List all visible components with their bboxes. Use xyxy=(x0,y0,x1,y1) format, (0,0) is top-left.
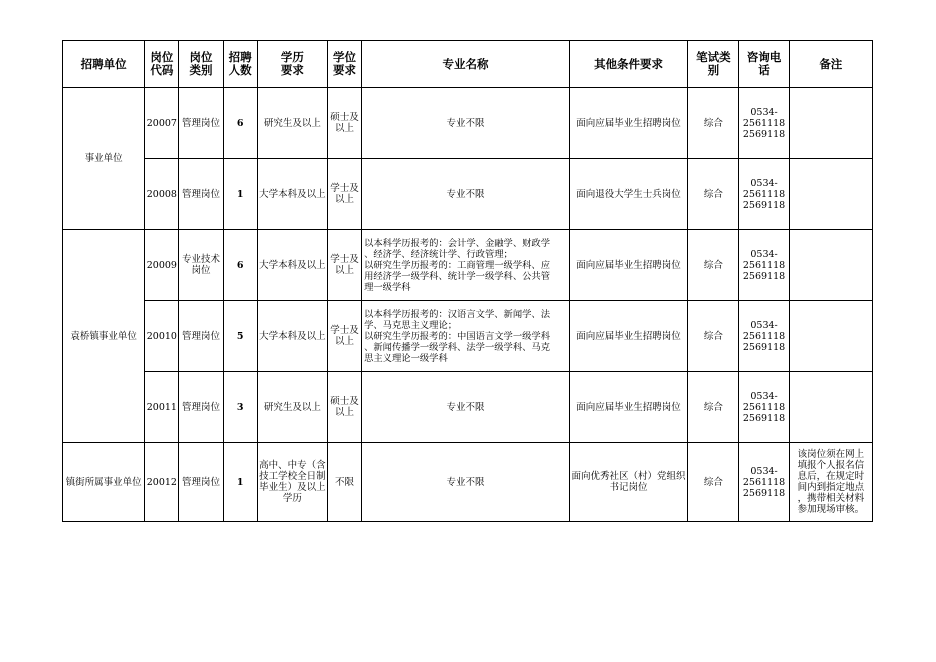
major-cell: 专业不限 xyxy=(362,159,570,230)
remark-cell xyxy=(789,230,872,301)
phone-cell: 0534- 2561118 2569118 xyxy=(739,230,789,301)
conditions-cell: 面向退役大学生士兵岗位 xyxy=(569,159,687,230)
header-row xyxy=(63,41,873,88)
post-code-cell: 20010 xyxy=(145,301,179,372)
exam-type-cell: 综合 xyxy=(688,230,739,301)
conditions-cell: 面向应届毕业生招聘岗位 xyxy=(569,372,687,443)
exam-type-cell: 综合 xyxy=(688,88,739,159)
header-conditions: 其他条件要求 xyxy=(569,41,687,88)
remark-cell xyxy=(789,159,872,230)
post-code-cell: 20011 xyxy=(145,372,179,443)
education-cell: 高中、中专（含技工学校全日制毕业生）及以上学历 xyxy=(257,443,327,522)
degree-cell: 学士及以上 xyxy=(327,159,361,230)
table-row xyxy=(63,159,873,230)
post-category-cell: 管理岗位 xyxy=(179,159,223,230)
major-cell: 专业不限 xyxy=(362,443,570,522)
headcount-cell: 5 xyxy=(223,301,257,372)
conditions-cell: 面向应届毕业生招聘岗位 xyxy=(569,230,687,301)
post-category-cell: 管理岗位 xyxy=(179,443,223,522)
post-category-cell: 管理岗位 xyxy=(179,372,223,443)
phone-cell: 0534- 2561118 2569118 xyxy=(739,88,789,159)
education-cell: 大学本科及以上 xyxy=(257,159,327,230)
table-row xyxy=(63,443,873,522)
remark-cell: 该岗位须在网上 填报个人报名信 息后，在规定时 间内到指定地点 ，携带相关材料 参加现场审核。 xyxy=(789,443,872,522)
degree-cell: 不限 xyxy=(327,443,361,522)
post-code-cell: 20007 xyxy=(145,88,179,159)
header-degree: 学位 要求 xyxy=(327,41,361,88)
phone-cell: 0534- 2561118 2569118 xyxy=(739,159,789,230)
unit-cell: 袁桥镇事业单位 xyxy=(63,230,145,443)
post-category-cell: 管理岗位 xyxy=(179,88,223,159)
exam-type-cell: 综合 xyxy=(688,443,739,522)
headcount-cell: 6 xyxy=(223,230,257,301)
table-row xyxy=(63,301,873,372)
table-row xyxy=(63,372,873,443)
post-category-cell: 管理岗位 xyxy=(179,301,223,372)
header-exam: 笔试类 别 xyxy=(688,41,739,88)
exam-type-cell: 综合 xyxy=(688,301,739,372)
post-code-cell: 20009 xyxy=(145,230,179,301)
table-row xyxy=(63,230,873,301)
degree-cell: 硕士及以上 xyxy=(327,372,361,443)
header-major: 专业名称 xyxy=(362,41,570,88)
major-cell: 专业不限 xyxy=(362,372,570,443)
conditions-cell: 面向优秀社区（村）党组织书记岗位 xyxy=(569,443,687,522)
table-row xyxy=(63,88,873,159)
degree-cell: 学士及以上 xyxy=(327,301,361,372)
major-cell: 以本科学历报考的：会计学、金融学、财政学 、经济学、经济统计学、行政管理； 以研究生学历报考的：工商管理一级学科、应 用经济学一级学科、统计学一级学科、公共管 理一级学科 xyxy=(362,230,570,301)
header-code: 岗位 代码 xyxy=(145,41,179,88)
remark-cell xyxy=(789,372,872,443)
headcount-cell: 1 xyxy=(223,443,257,522)
unit-cell: 事业单位 xyxy=(63,88,145,230)
recruitment-table xyxy=(62,40,873,522)
header-phone: 咨询电 话 xyxy=(739,41,789,88)
major-cell: 以本科学历报考的：汉语言文学、新闻学、法 学、马克思主义理论； 以研究生学历报考的：中国语言文学一级学科 、新闻传播学一级学科、法学一级学科、马克 思主义理论一级学科 xyxy=(362,301,570,372)
headcount-cell: 6 xyxy=(223,88,257,159)
conditions-cell: 面向应届毕业生招聘岗位 xyxy=(569,88,687,159)
post-code-cell: 20008 xyxy=(145,159,179,230)
post-category-cell: 专业技术岗位 xyxy=(179,230,223,301)
education-cell: 大学本科及以上 xyxy=(257,301,327,372)
header-count: 招聘 人数 xyxy=(223,41,257,88)
conditions-cell: 面向应届毕业生招聘岗位 xyxy=(569,301,687,372)
exam-type-cell: 综合 xyxy=(688,372,739,443)
remark-cell xyxy=(789,88,872,159)
header-unit: 招聘单位 xyxy=(63,41,145,88)
phone-cell: 0534- 2561118 2569118 xyxy=(739,301,789,372)
education-cell: 研究生及以上 xyxy=(257,88,327,159)
post-code-cell: 20012 xyxy=(145,443,179,522)
degree-cell: 学士及以上 xyxy=(327,230,361,301)
major-cell: 专业不限 xyxy=(362,88,570,159)
exam-type-cell: 综合 xyxy=(688,159,739,230)
education-cell: 大学本科及以上 xyxy=(257,230,327,301)
remark-cell xyxy=(789,301,872,372)
unit-cell: 镇街所属事业单位 xyxy=(63,443,145,522)
headcount-cell: 1 xyxy=(223,159,257,230)
header-education: 学历 要求 xyxy=(257,41,327,88)
phone-cell: 0534- 2561118 2569118 xyxy=(739,443,789,522)
headcount-cell: 3 xyxy=(223,372,257,443)
education-cell: 研究生及以上 xyxy=(257,372,327,443)
degree-cell: 硕士及以上 xyxy=(327,88,361,159)
header-remark: 备注 xyxy=(789,41,872,88)
phone-cell: 0534- 2561118 2569118 xyxy=(739,372,789,443)
header-category: 岗位 类别 xyxy=(179,41,223,88)
